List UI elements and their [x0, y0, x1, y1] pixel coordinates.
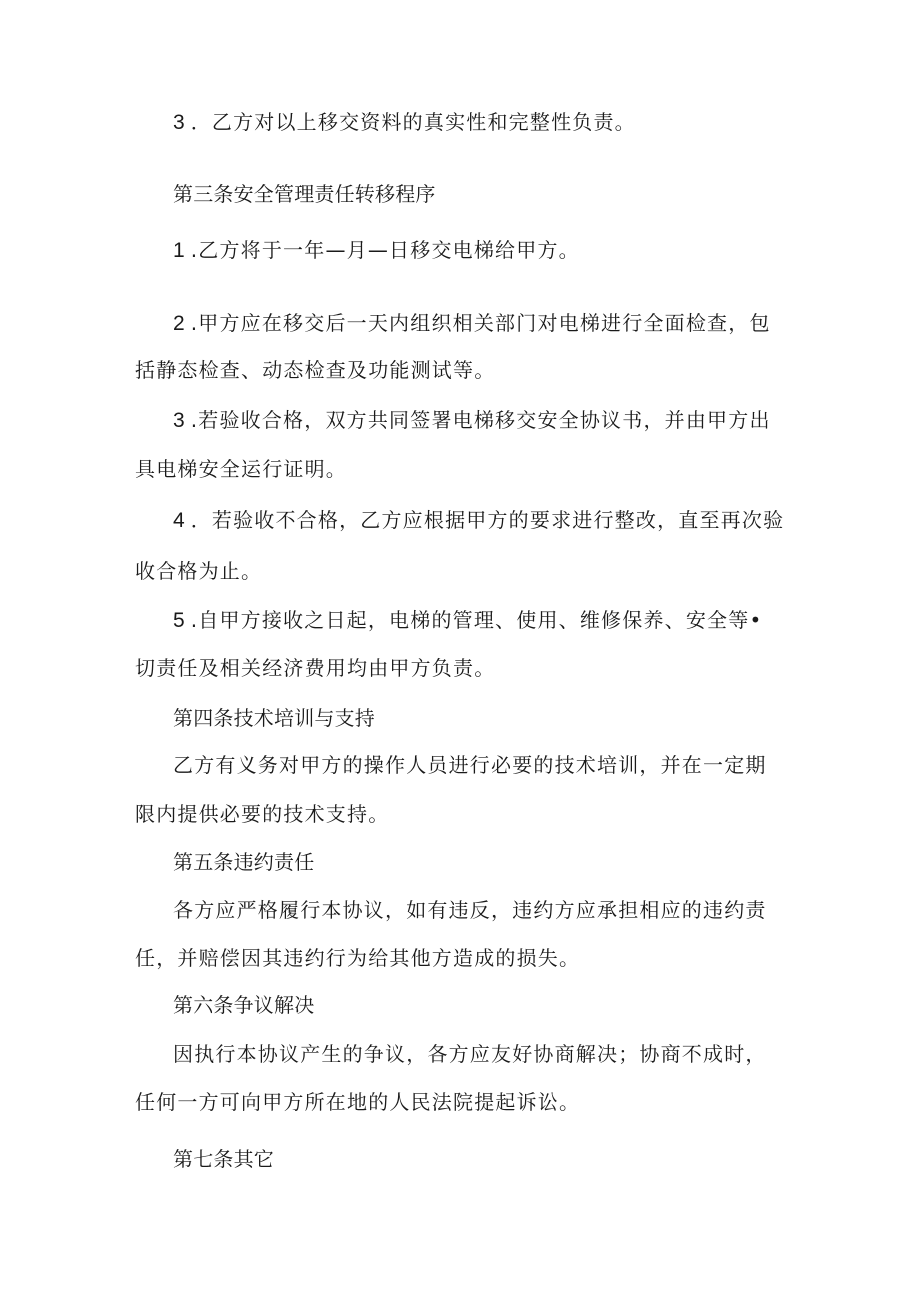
item-text: ．若验收不合格，乙方应根据甲方的要求进行整改，直至再次验	[190, 508, 785, 532]
item-number: 1	[173, 239, 185, 262]
article-3-heading	[173, 181, 436, 207]
heading-text: 第三条安全管理责任转移程序	[173, 182, 436, 206]
item-text-continued: 切责任及相关经济费用均由甲方负责。	[135, 656, 496, 680]
article-6-body-line-1	[173, 1041, 767, 1067]
item-4-rectification-line-2	[135, 558, 262, 584]
item-2-inspection-line-1	[173, 310, 771, 337]
item-3-acceptance-line-1	[173, 407, 771, 434]
article-7-heading	[173, 1146, 274, 1172]
item-number: 3	[173, 111, 185, 134]
article-6-heading	[173, 992, 314, 1018]
item-text: .自甲方接收之日起，电梯的管理、使用、维修保养、安全等•	[190, 608, 763, 632]
heading-text: 第七条其它	[173, 1147, 274, 1171]
paragraph-text: 任何一方可向甲方所在地的人民法院提起诉讼。	[135, 1090, 581, 1114]
article-4-heading	[173, 705, 375, 731]
item-text-continued: 括静态检查、动态检查及功能测试等。	[135, 358, 496, 382]
article-5-heading	[173, 849, 314, 875]
paragraph-text: 因执行本协议产生的争议，各方应友好协商解决；协商不成时，	[173, 1042, 767, 1066]
article-4-body-line-2	[135, 801, 389, 827]
item-number: 3	[173, 409, 185, 432]
item-4-rectification-line-1	[173, 507, 784, 534]
heading-text: 第五条违约责任	[173, 850, 315, 874]
item-5-responsibility-line-1	[173, 607, 762, 634]
paragraph-text: 任，并赔偿因其违约行为给其他方造成的损失。	[135, 946, 581, 970]
article-5-body-line-2	[135, 945, 580, 971]
paragraph-text: 限内提供必要的技术支持。	[135, 802, 390, 826]
item-1-transfer-date	[173, 237, 580, 264]
paragraph-text: 各方应严格履行本协议，如有违反，违约方应承担相应的违约责	[173, 898, 767, 922]
heading-text: 第六条争议解决	[173, 993, 315, 1017]
item-number: 4	[173, 509, 185, 532]
item-text-continued: 收合格为止。	[135, 559, 263, 583]
item-5-responsibility-line-2	[135, 655, 495, 681]
item-text: .若验收合格，双方共同签署电梯移交安全协议书，并由甲方出	[190, 408, 771, 432]
item-3-transfer-materials	[173, 109, 636, 136]
item-2-inspection-line-2	[135, 357, 495, 383]
article-4-body-line-1	[173, 752, 767, 778]
item-text: .甲方应在移交后一天内组织相关部门对电梯进行全面检查，包	[190, 311, 771, 335]
article-5-body-line-1	[173, 897, 767, 923]
item-number: 2	[173, 312, 185, 335]
item-number: 5	[173, 609, 185, 632]
item-text: .乙方将于一年—月—日移交电梯给甲方。	[190, 238, 580, 262]
paragraph-text: 乙方有义务对甲方的操作人员进行必要的技术培训，并在一定期	[173, 753, 767, 777]
heading-text: 第四条技术培训与支持	[173, 706, 375, 730]
item-3-acceptance-line-2	[135, 456, 347, 482]
item-text-continued: 具电梯安全运行证明。	[135, 457, 347, 481]
item-text: ．乙方对以上移交资料的真实性和完整性负责。	[190, 110, 636, 134]
article-6-body-line-2	[135, 1089, 580, 1115]
